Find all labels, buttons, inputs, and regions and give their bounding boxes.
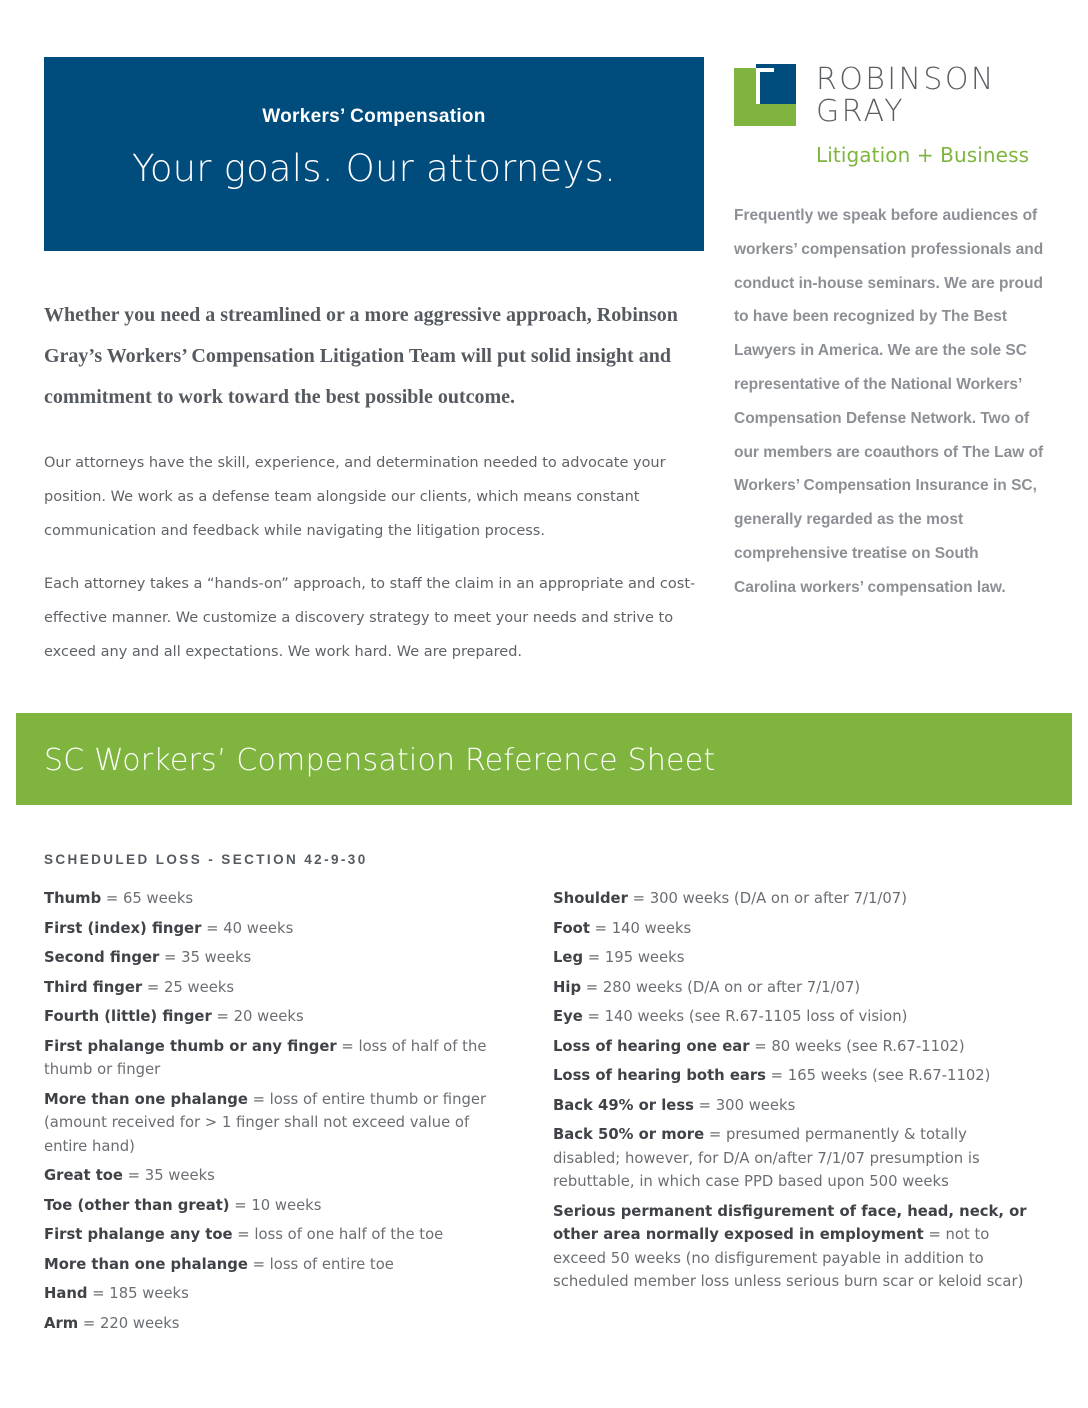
list-item — [553, 976, 1033, 1000]
logo-name-line1: ROBINSON — [816, 62, 996, 97]
hero-banner — [44, 57, 704, 251]
list-item — [553, 1005, 1033, 1029]
list-item — [44, 946, 512, 970]
entry-value: = 25 weeks — [142, 978, 235, 996]
entry-value: = 300 weeks (D/A on or after 7/1/07) — [627, 890, 907, 907]
entry-value: = 80 weeks (see R.67-1102) — [749, 1037, 965, 1055]
list-item — [44, 1005, 512, 1029]
scheduled-loss-list-left — [44, 887, 512, 1341]
entry-value: = 165 weeks (see R.67-1102) — [765, 1067, 991, 1084]
entry-value: = 220 weeks — [78, 1314, 180, 1332]
entry-term: Hand — [44, 1285, 88, 1302]
list-item — [553, 1064, 1033, 1088]
robinson-gray-logo — [734, 64, 1044, 174]
entry-value: = loss of half of the thumb or finger — [44, 1037, 487, 1078]
list-item — [44, 1312, 512, 1336]
entry-term: First phalange thumb or any finger — [44, 1037, 337, 1055]
intro-paragraph-1: Our attorneys have the skill, experience, and determination needed to advocate your position. We work as a defense team alongside our clients, which means constant communication and feedback while navigating the litigation process. — [44, 455, 666, 539]
entry-value: = loss of entire toe — [247, 1255, 394, 1273]
list-item — [44, 1088, 512, 1159]
logo-name-line2: GRAY — [816, 94, 905, 129]
scheduled-loss-list-right — [553, 887, 1033, 1300]
entry-value: = not to exceed 50 weeks (no disfigurement payable in addition to scheduled member loss unless serious burn scar or keloid scar) — [553, 1226, 1024, 1290]
entry-value: = 10 weeks — [229, 1196, 322, 1214]
list-item — [553, 1094, 1033, 1118]
entry-value: = 20 weeks — [211, 1008, 304, 1025]
reference-title: SC Workers’ Compensation Reference Sheet — [44, 743, 716, 778]
list-item — [44, 917, 512, 941]
entry-value: = loss of entire thumb or finger (amount received for > 1 finger shall not exceed value of entire hand) — [44, 1090, 487, 1155]
entry-value: = presumed permanently & totally disabled; however, for D/A on/after 7/1/07 presumption is rebuttable, in which case PPD based upon 500 weeks — [553, 1126, 980, 1190]
entry-term: Back 50% or more — [553, 1126, 705, 1143]
list-item — [553, 1035, 1033, 1059]
entry-term: Back 49% or less — [553, 1096, 694, 1114]
list-item — [553, 1123, 1033, 1194]
entry-value: = 140 weeks (see R.67-1105 loss of vision) — [582, 1008, 908, 1025]
entry-term: Hip — [553, 978, 582, 996]
list-item — [44, 1223, 512, 1247]
hero-title: Your goals. Our attorneys. — [131, 147, 617, 190]
entry-term: Eye — [553, 1008, 583, 1025]
entry-term: First phalange any toe — [44, 1226, 233, 1243]
entry-term: Arm — [44, 1314, 79, 1332]
entry-value: = 35 weeks — [159, 949, 252, 966]
list-item — [553, 887, 1033, 911]
list-item — [553, 917, 1033, 941]
logo-mark-icon — [734, 64, 796, 126]
entry-term: First (index) finger — [44, 919, 202, 937]
reference-banner — [16, 713, 1072, 805]
list-item — [44, 1253, 512, 1277]
list-item — [44, 1035, 512, 1082]
intro-lead: Whether you need a streamlined or a more aggressive approach, Robinson Gray’s Workers’ Compensation Litigation Team will put solid insight and commitment to work toward the best possible outcome. — [44, 304, 678, 408]
entry-value: = 40 weeks — [201, 919, 294, 937]
entry-value: = 140 weeks — [589, 919, 692, 937]
hero-kicker: Workers’ Compensation — [262, 106, 486, 127]
entry-term: Toe (other than great) — [44, 1196, 230, 1214]
entry-term: Thumb — [44, 890, 102, 907]
entry-term: Third finger — [44, 978, 143, 996]
entry-value: = 65 weeks — [101, 890, 194, 907]
entry-term: Shoulder — [553, 890, 628, 907]
list-item — [44, 976, 512, 1000]
entry-term: Fourth (little) finger — [44, 1008, 212, 1025]
section-heading: SCHEDULED LOSS - SECTION 42-9-30 — [44, 852, 368, 867]
list-item — [44, 1282, 512, 1306]
entry-term: More than one phalange — [44, 1090, 248, 1108]
logo-wordmark — [816, 64, 996, 128]
logo-tagline: Litigation + Business — [816, 143, 1030, 167]
entry-value: = 195 weeks — [583, 949, 685, 966]
list-item — [44, 1164, 512, 1188]
entry-term: Loss of hearing both ears — [553, 1067, 766, 1084]
entry-value: = 35 weeks — [122, 1167, 215, 1184]
entry-term: More than one phalange — [44, 1255, 248, 1273]
entry-term: Foot — [553, 919, 590, 937]
list-item — [44, 887, 512, 911]
entry-term: Second finger — [44, 949, 160, 966]
list-item — [553, 946, 1033, 970]
entry-value: = 185 weeks — [87, 1285, 189, 1302]
entry-term: Serious permanent disfigurement of face, head, neck, or other area normally exposed in employment — [553, 1202, 1027, 1243]
entry-term: Loss of hearing one ear — [553, 1037, 750, 1055]
entry-term: Great toe — [44, 1167, 123, 1184]
entry-value: = 280 weeks (D/A on or after 7/1/07) — [581, 978, 861, 996]
entry-term: Leg — [553, 949, 584, 966]
list-item — [44, 1194, 512, 1218]
list-item — [553, 1200, 1033, 1294]
intro-paragraph-2: Each attorney takes a “hands-on” approach, to staff the claim in an appropriate and cost-effective manner. We customize a discovery strategy to meet your needs and strive to exceed any and all expectations. We work hard. We are prepared. — [44, 576, 696, 660]
entry-value: = 300 weeks — [693, 1096, 796, 1114]
sidebar-text: Frequently we speak before audiences of workers’ compensation professionals and conduct in-house seminars. We are proud to have been recognized by The Best Lawyers in America. We are the sole SC representative of the National Workers’ Compensation Defense Network. Two of our members are coauthors of The Law of Workers’ Compensation Insurance in SC, generally regarded as the most comprehensive treatise on South Carolina workers’ compensation law. — [734, 207, 1044, 596]
entry-value: = loss of one half of the toe — [232, 1226, 444, 1243]
